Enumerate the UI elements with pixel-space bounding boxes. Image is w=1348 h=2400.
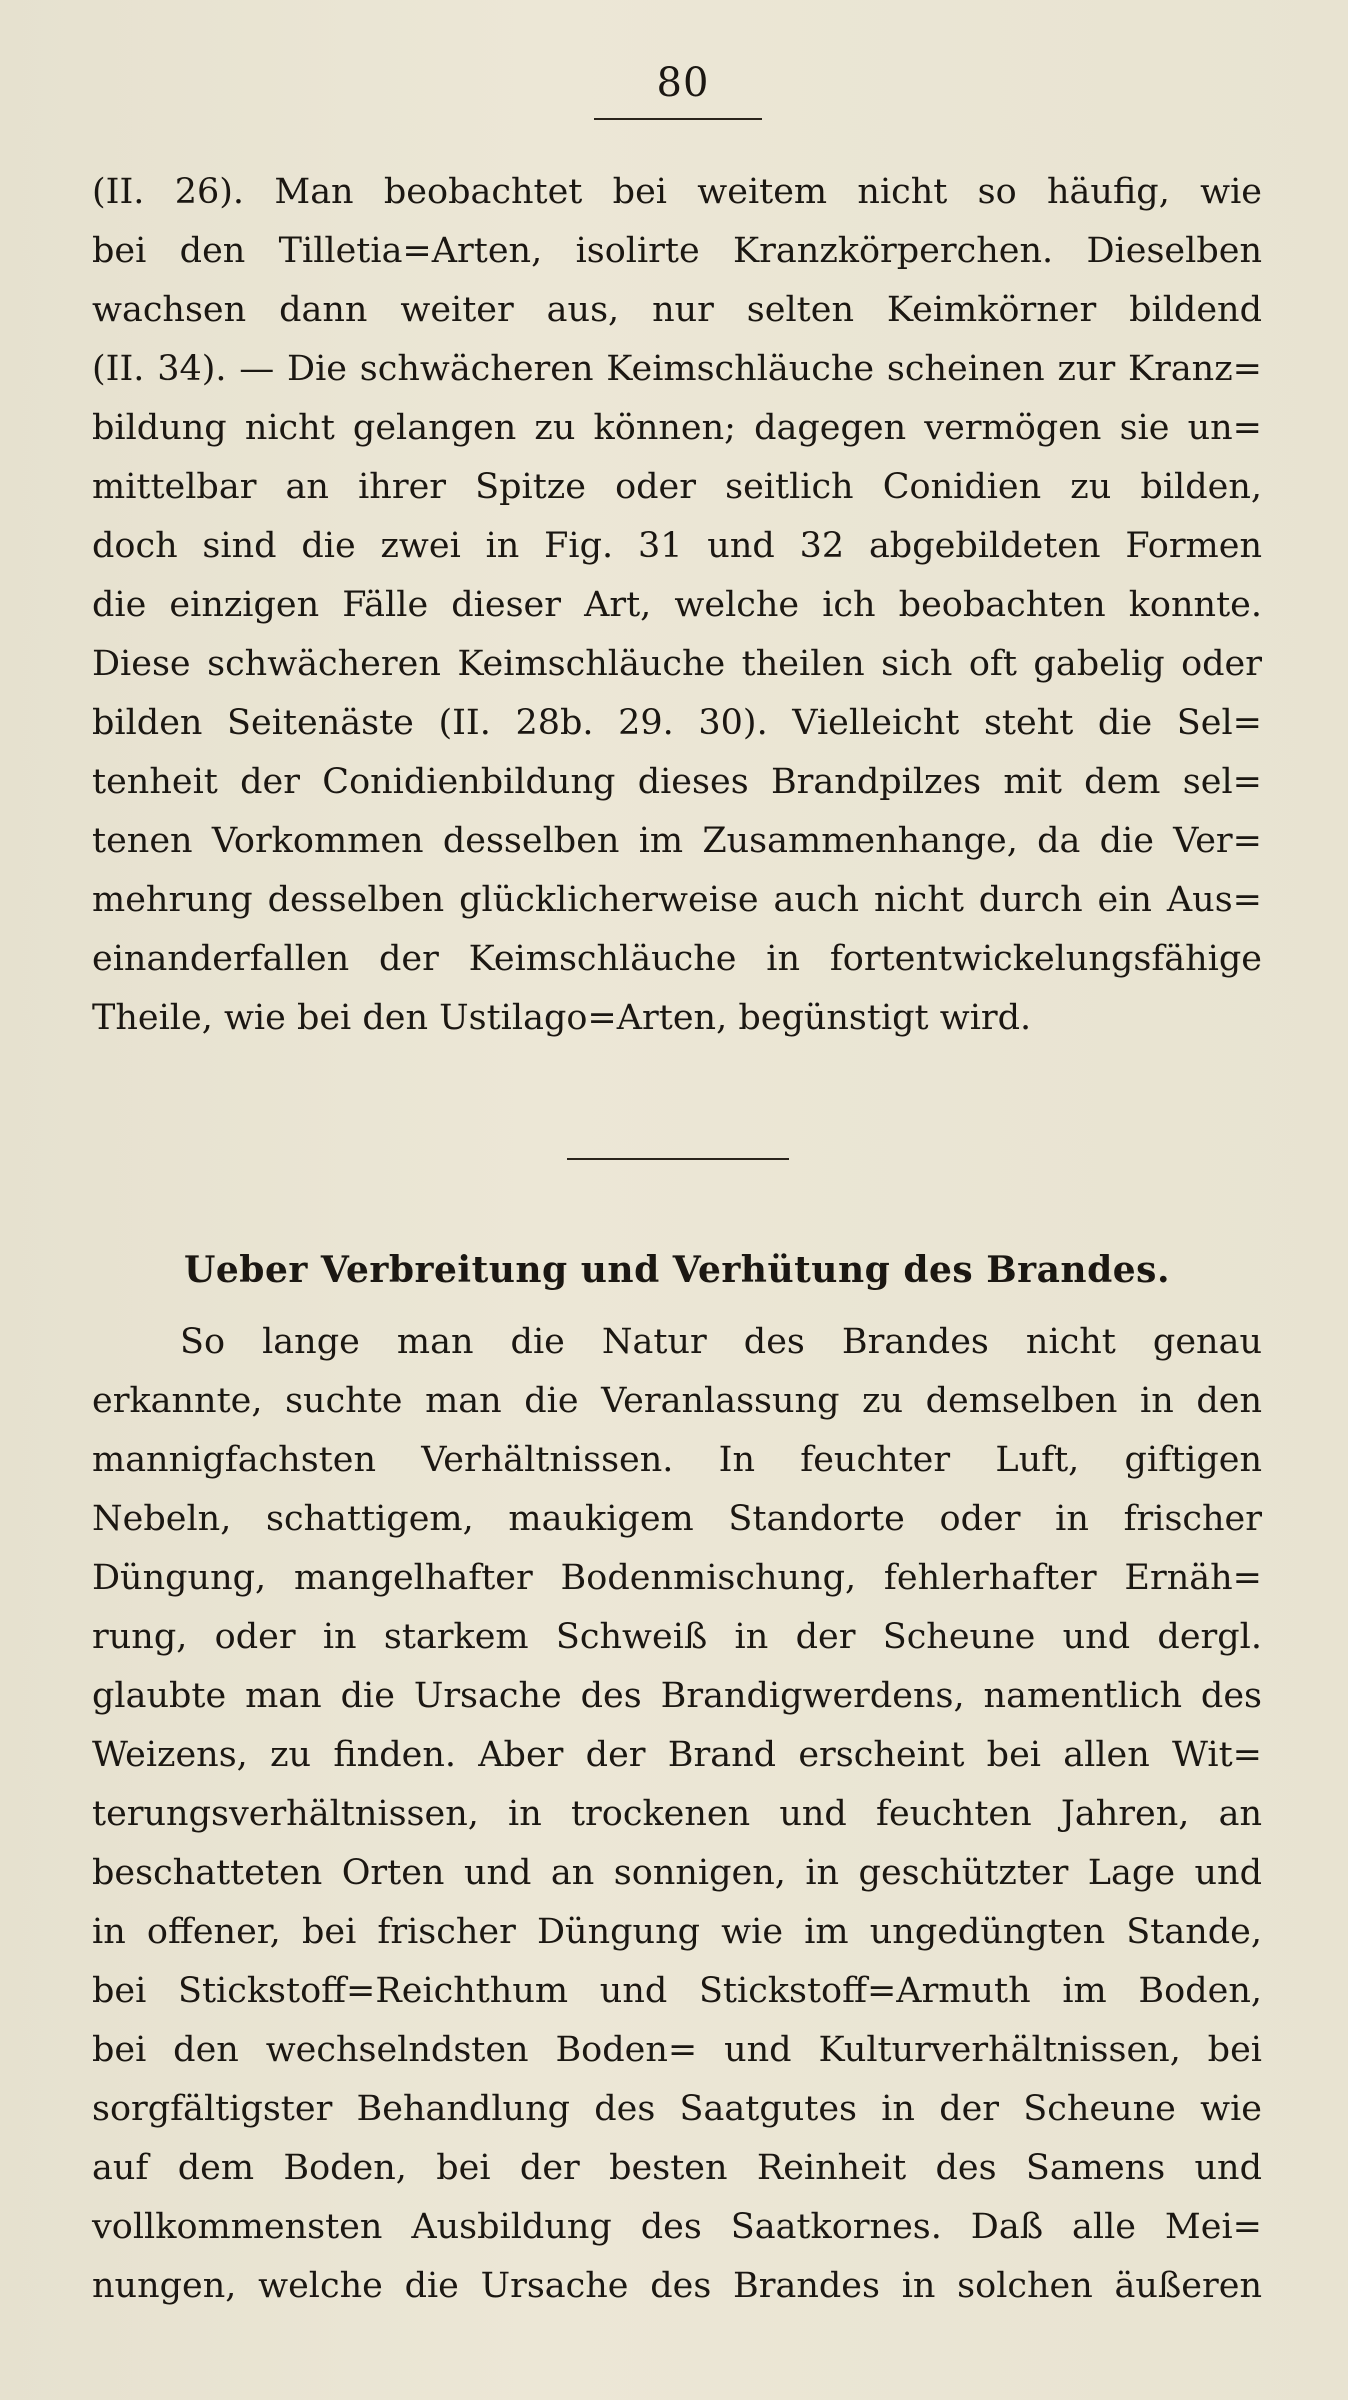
- text-line: rung, oder in starkem Schweiß in der Scheune und dergl.: [92, 1617, 1262, 1657]
- section-heading: Ueber Verbreitung und Verhütung des Brandes.: [183, 1249, 1170, 1291]
- text-line: tenheit der Conidienbildung dieses Brandpilzes mit dem sel=: [92, 762, 1262, 802]
- text-line: die einzigen Fälle dieser Art, welche ich beobachten konnte.: [92, 585, 1262, 625]
- text-line: mannigfachsten Verhältnissen. In feuchter Luft, giftigen: [92, 1440, 1262, 1480]
- text-line: mittelbar an ihrer Spitze oder seitlich Conidien zu bilden,: [92, 467, 1262, 507]
- text-line: doch sind die zwei in Fig. 31 und 32 abgebildeten Formen: [92, 526, 1262, 566]
- text-line: (II. 34). — Die schwächeren Keimschläuche scheinen zur Kranz=: [92, 349, 1262, 389]
- text-line: sorgfältigster Behandlung des Saatgutes in der Scheune wie: [92, 2089, 1262, 2129]
- text-line: Düngung, mangelhafter Bodenmischung, fehlerhafter Ernäh=: [92, 1558, 1262, 1598]
- text-line: erkannte, suchte man die Veranlassung zu demselben in den: [92, 1381, 1262, 1421]
- text-line: auf dem Boden, bei der besten Reinheit des Samens und: [92, 2148, 1262, 2188]
- text-line: glaubte man die Ursache des Brandigwerdens, namentlich des: [92, 1676, 1262, 1716]
- paragraph-one: [92, 163, 1262, 1048]
- text-line: einanderfallen der Keimschläuche in fortentwickelungsfähige: [92, 939, 1262, 979]
- text-line: bildung nicht gelangen zu können; dagegen vermögen sie un=: [92, 408, 1262, 448]
- text-line: bei den Tilletia=Arten, isolirte Kranzkörperchen. Dieselben: [92, 231, 1262, 271]
- text-line: terungsverhältnissen, in trockenen und feuchten Jahren, an: [92, 1794, 1262, 1834]
- text-line: bilden Seitenäste (II. 28b. 29. 30). Vielleicht steht die Sel=: [92, 703, 1262, 743]
- paragraph-two: [92, 1313, 1262, 2316]
- header-rule: [594, 118, 762, 120]
- text-line: So lange man die Natur des Brandes nicht genau: [180, 1322, 1262, 1362]
- text-line: Theile, wie bei den Ustilago=Arten, begünstigt wird.: [92, 998, 1032, 1038]
- section-divider: [567, 1158, 789, 1160]
- page-number: 80: [656, 60, 710, 106]
- text-line: Weizens, zu finden. Aber der Brand erscheint bei allen Wit=: [92, 1735, 1262, 1775]
- text-line: Diese schwächeren Keimschläuche theilen sich oft gabelig oder: [92, 644, 1262, 684]
- text-line: (II. 26). Man beobachtet bei weitem nicht so häufig, wie: [92, 172, 1262, 212]
- text-line: nungen, welche die Ursache des Brandes in solchen äußeren: [92, 2266, 1262, 2306]
- text-line: bei Stickstoff=Reichthum und Stickstoff=Armuth im Boden,: [92, 1971, 1262, 2011]
- text-line: Nebeln, schattigem, maukigem Standorte oder in frischer: [92, 1499, 1262, 1539]
- text-line: mehrung desselben glücklicherweise auch nicht durch ein Aus=: [92, 880, 1262, 920]
- text-line: in offener, bei frischer Düngung wie im ungedüngten Stande,: [92, 1912, 1262, 1952]
- text-line: bei den wechselndsten Boden= und Kulturverhältnissen, bei: [92, 2030, 1262, 2070]
- text-line: tenen Vorkommen desselben im Zusammenhange, da die Ver=: [92, 821, 1262, 861]
- text-line: wachsen dann weiter aus, nur selten Keimkörner bildend: [92, 290, 1262, 330]
- text-line: beschatteten Orten und an sonnigen, in geschützter Lage und: [92, 1853, 1262, 1893]
- text-line: vollkommensten Ausbildung des Saatkornes. Daß alle Mei=: [92, 2207, 1262, 2247]
